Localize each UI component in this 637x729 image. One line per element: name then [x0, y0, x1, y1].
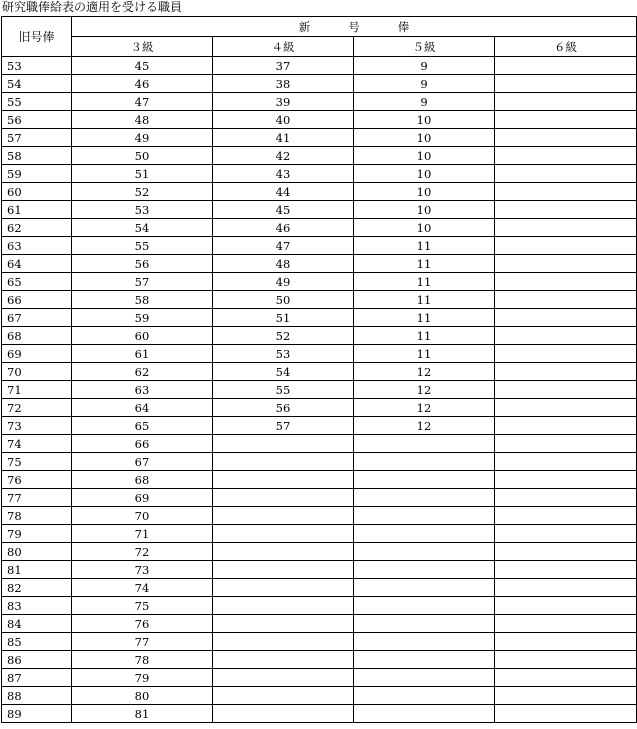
old-step-cell: 77: [2, 489, 72, 507]
grade-6-cell: [495, 579, 637, 597]
grade-6-cell: [495, 327, 637, 345]
table-row: [2, 219, 637, 237]
table-row: [2, 489, 637, 507]
grade-5-cell: [354, 543, 495, 561]
grade-3-cell: 77: [72, 633, 213, 651]
grade-5-cell: [354, 489, 495, 507]
grade-5-cell: [354, 615, 495, 633]
grade-5-cell: 11: [354, 255, 495, 273]
grade-5-cell: 10: [354, 147, 495, 165]
grade-4-header: ４級: [213, 37, 354, 57]
grade-6-cell: [495, 255, 637, 273]
grade-6-cell: [495, 165, 637, 183]
grade-4-cell: 56: [213, 399, 354, 417]
grade-6-header: ６級: [495, 37, 637, 57]
grade-5-cell: 10: [354, 129, 495, 147]
table-row: [2, 345, 637, 363]
grade-4-cell: 52: [213, 327, 354, 345]
grade-5-cell: [354, 471, 495, 489]
grade-5-cell: 10: [354, 165, 495, 183]
old-step-cell: 79: [2, 525, 72, 543]
old-step-cell: 81: [2, 561, 72, 579]
table-row: [2, 129, 637, 147]
grade-4-cell: [213, 453, 354, 471]
old-step-cell: 64: [2, 255, 72, 273]
table-row: [2, 597, 637, 615]
grade-4-cell: [213, 687, 354, 705]
grade-6-cell: [495, 111, 637, 129]
old-step-cell: 84: [2, 615, 72, 633]
grade-5-cell: [354, 669, 495, 687]
grade-5-cell: 11: [354, 237, 495, 255]
old-step-cell: 55: [2, 93, 72, 111]
grade-6-cell: [495, 507, 637, 525]
grade-3-cell: 58: [72, 291, 213, 309]
grade-header-row: [2, 37, 637, 57]
grade-6-cell: [495, 615, 637, 633]
grade-5-cell: 11: [354, 345, 495, 363]
grade-4-cell: 45: [213, 201, 354, 219]
grade-3-cell: 68: [72, 471, 213, 489]
grade-4-cell: 46: [213, 219, 354, 237]
grade-3-cell: 47: [72, 93, 213, 111]
table-body: [2, 57, 637, 723]
table-row: [2, 705, 637, 723]
grade-4-cell: [213, 471, 354, 489]
table-row: [2, 507, 637, 525]
grade-5-cell: [354, 525, 495, 543]
grade-3-cell: 72: [72, 543, 213, 561]
old-step-cell: 80: [2, 543, 72, 561]
grade-3-cell: 54: [72, 219, 213, 237]
grade-3-cell: 53: [72, 201, 213, 219]
grade-4-cell: 50: [213, 291, 354, 309]
grade-3-cell: 55: [72, 237, 213, 255]
grade-3-cell: 59: [72, 309, 213, 327]
grade-3-cell: 65: [72, 417, 213, 435]
table-row: [2, 525, 637, 543]
grade-5-cell: [354, 705, 495, 723]
grade-6-cell: [495, 471, 637, 489]
old-step-cell: 82: [2, 579, 72, 597]
grade-4-cell: 44: [213, 183, 354, 201]
grade-3-header: ３級: [72, 37, 213, 57]
old-step-cell: 57: [2, 129, 72, 147]
grade-6-cell: [495, 561, 637, 579]
grade-4-cell: 42: [213, 147, 354, 165]
grade-3-cell: 57: [72, 273, 213, 291]
grade-5-cell: 10: [354, 183, 495, 201]
grade-5-cell: 11: [354, 309, 495, 327]
old-step-cell: 63: [2, 237, 72, 255]
grade-6-cell: [495, 147, 637, 165]
grade-5-cell: 10: [354, 219, 495, 237]
grade-4-cell: 41: [213, 129, 354, 147]
grade-4-cell: 43: [213, 165, 354, 183]
grade-6-cell: [495, 219, 637, 237]
table-row: [2, 291, 637, 309]
grade-3-cell: 71: [72, 525, 213, 543]
table-row: [2, 453, 637, 471]
grade-5-cell: 11: [354, 327, 495, 345]
table-row: [2, 201, 637, 219]
grade-5-cell: [354, 597, 495, 615]
grade-6-cell: [495, 489, 637, 507]
old-step-cell: 68: [2, 327, 72, 345]
table-row: [2, 417, 637, 435]
grade-3-cell: 63: [72, 381, 213, 399]
grade-4-cell: 47: [213, 237, 354, 255]
grade-6-cell: [495, 345, 637, 363]
grade-6-cell: [495, 129, 637, 147]
grade-6-cell: [495, 291, 637, 309]
table-row: [2, 579, 637, 597]
grade-5-cell: 12: [354, 399, 495, 417]
grade-6-cell: [495, 183, 637, 201]
old-step-cell: 66: [2, 291, 72, 309]
table-row: [2, 471, 637, 489]
grade-4-cell: 57: [213, 417, 354, 435]
grade-4-cell: 55: [213, 381, 354, 399]
table-row: [2, 57, 637, 75]
grade-3-cell: 81: [72, 705, 213, 723]
table-row: [2, 75, 637, 93]
grade-3-cell: 69: [72, 489, 213, 507]
grade-4-cell: [213, 615, 354, 633]
grade-5-cell: [354, 687, 495, 705]
grade-3-cell: 61: [72, 345, 213, 363]
grade-6-cell: [495, 381, 637, 399]
table-row: [2, 93, 637, 111]
grade-5-cell: [354, 633, 495, 651]
grade-3-cell: 76: [72, 615, 213, 633]
grade-4-cell: [213, 651, 354, 669]
grade-5-cell: 10: [354, 201, 495, 219]
old-step-cell: 86: [2, 651, 72, 669]
grade-4-cell: 49: [213, 273, 354, 291]
table-row: [2, 273, 637, 291]
grade-5-header: ５級: [354, 37, 495, 57]
grade-4-cell: [213, 597, 354, 615]
grade-6-cell: [495, 525, 637, 543]
table-row: [2, 561, 637, 579]
old-step-cell: 59: [2, 165, 72, 183]
grade-4-cell: [213, 705, 354, 723]
table-row: [2, 543, 637, 561]
table-caption: 研究職俸給表の適用を受ける職員: [2, 0, 183, 14]
grade-6-cell: [495, 435, 637, 453]
grade-4-cell: [213, 489, 354, 507]
salary-conversion-table: [1, 16, 637, 723]
grade-3-cell: 49: [72, 129, 213, 147]
grade-4-cell: [213, 633, 354, 651]
grade-3-cell: 75: [72, 597, 213, 615]
grade-4-cell: 38: [213, 75, 354, 93]
grade-3-cell: 45: [72, 57, 213, 75]
grade-3-cell: 64: [72, 399, 213, 417]
table-row: [2, 363, 637, 381]
grade-3-cell: 60: [72, 327, 213, 345]
grade-4-cell: 37: [213, 57, 354, 75]
grade-3-cell: 51: [72, 165, 213, 183]
grade-4-cell: 48: [213, 255, 354, 273]
table-row: [2, 111, 637, 129]
grade-6-cell: [495, 93, 637, 111]
grade-6-cell: [495, 273, 637, 291]
old-step-cell: 67: [2, 309, 72, 327]
old-step-cell: 53: [2, 57, 72, 75]
grade-5-cell: [354, 561, 495, 579]
old-step-cell: 85: [2, 633, 72, 651]
table-row: [2, 399, 637, 417]
grade-5-cell: 12: [354, 417, 495, 435]
grade-3-cell: 67: [72, 453, 213, 471]
grade-6-cell: [495, 651, 637, 669]
grade-4-cell: 51: [213, 309, 354, 327]
grade-4-cell: [213, 507, 354, 525]
grade-3-cell: 48: [72, 111, 213, 129]
table-row: [2, 237, 637, 255]
grade-6-cell: [495, 543, 637, 561]
grade-6-cell: [495, 633, 637, 651]
table-row: [2, 327, 637, 345]
grade-3-cell: 78: [72, 651, 213, 669]
grade-4-cell: 40: [213, 111, 354, 129]
grade-4-cell: [213, 543, 354, 561]
old-step-cell: 58: [2, 147, 72, 165]
old-step-cell: 89: [2, 705, 72, 723]
table-row: [2, 381, 637, 399]
header-row: [2, 17, 637, 37]
table-row: [2, 183, 637, 201]
old-step-cell: 71: [2, 381, 72, 399]
grade-4-cell: [213, 525, 354, 543]
grade-6-cell: [495, 417, 637, 435]
grade-6-cell: [495, 201, 637, 219]
table-row: [2, 615, 637, 633]
grade-5-cell: [354, 453, 495, 471]
grade-4-cell: [213, 561, 354, 579]
old-step-header: 旧号俸: [2, 17, 72, 57]
grade-6-cell: [495, 57, 637, 75]
table-row: [2, 633, 637, 651]
grade-4-cell: 54: [213, 363, 354, 381]
old-step-cell: 75: [2, 453, 72, 471]
table-row: [2, 309, 637, 327]
grade-6-cell: [495, 705, 637, 723]
old-step-cell: 76: [2, 471, 72, 489]
old-step-cell: 61: [2, 201, 72, 219]
grade-6-cell: [495, 363, 637, 381]
grade-5-cell: [354, 579, 495, 597]
table-row: [2, 687, 637, 705]
grade-3-cell: 74: [72, 579, 213, 597]
grade-3-cell: 46: [72, 75, 213, 93]
grade-4-cell: [213, 435, 354, 453]
old-step-cell: 56: [2, 111, 72, 129]
table-row: [2, 147, 637, 165]
old-step-cell: 88: [2, 687, 72, 705]
old-step-cell: 62: [2, 219, 72, 237]
table-row: [2, 669, 637, 687]
grade-5-cell: [354, 651, 495, 669]
grade-3-cell: 52: [72, 183, 213, 201]
grade-4-cell: 53: [213, 345, 354, 363]
grade-4-cell: [213, 669, 354, 687]
old-step-cell: 73: [2, 417, 72, 435]
grade-6-cell: [495, 75, 637, 93]
table-row: [2, 651, 637, 669]
grade-4-cell: [213, 579, 354, 597]
table-row: [2, 255, 637, 273]
grade-3-cell: 80: [72, 687, 213, 705]
grade-3-cell: 56: [72, 255, 213, 273]
grade-5-cell: 12: [354, 363, 495, 381]
grade-3-cell: 70: [72, 507, 213, 525]
grade-6-cell: [495, 687, 637, 705]
old-step-cell: 65: [2, 273, 72, 291]
grade-3-cell: 66: [72, 435, 213, 453]
old-step-cell: 72: [2, 399, 72, 417]
old-step-cell: 78: [2, 507, 72, 525]
grade-5-cell: 10: [354, 111, 495, 129]
grade-5-cell: 11: [354, 273, 495, 291]
grade-6-cell: [495, 309, 637, 327]
new-step-header: 新号俸: [72, 17, 637, 37]
grade-5-cell: 9: [354, 75, 495, 93]
grade-3-cell: 79: [72, 669, 213, 687]
table-row: [2, 435, 637, 453]
grade-5-cell: [354, 435, 495, 453]
grade-6-cell: [495, 453, 637, 471]
grade-6-cell: [495, 597, 637, 615]
grade-3-cell: 73: [72, 561, 213, 579]
grade-6-cell: [495, 237, 637, 255]
grade-6-cell: [495, 669, 637, 687]
old-step-cell: 87: [2, 669, 72, 687]
grade-5-cell: 12: [354, 381, 495, 399]
old-step-cell: 74: [2, 435, 72, 453]
grade-3-cell: 50: [72, 147, 213, 165]
grade-5-cell: [354, 507, 495, 525]
old-step-cell: 83: [2, 597, 72, 615]
grade-3-cell: 62: [72, 363, 213, 381]
grade-4-cell: 39: [213, 93, 354, 111]
table-row: [2, 165, 637, 183]
grade-5-cell: 9: [354, 57, 495, 75]
old-step-cell: 70: [2, 363, 72, 381]
grade-5-cell: 11: [354, 291, 495, 309]
grade-5-cell: 9: [354, 93, 495, 111]
grade-6-cell: [495, 399, 637, 417]
old-step-cell: 54: [2, 75, 72, 93]
old-step-cell: 60: [2, 183, 72, 201]
old-step-cell: 69: [2, 345, 72, 363]
